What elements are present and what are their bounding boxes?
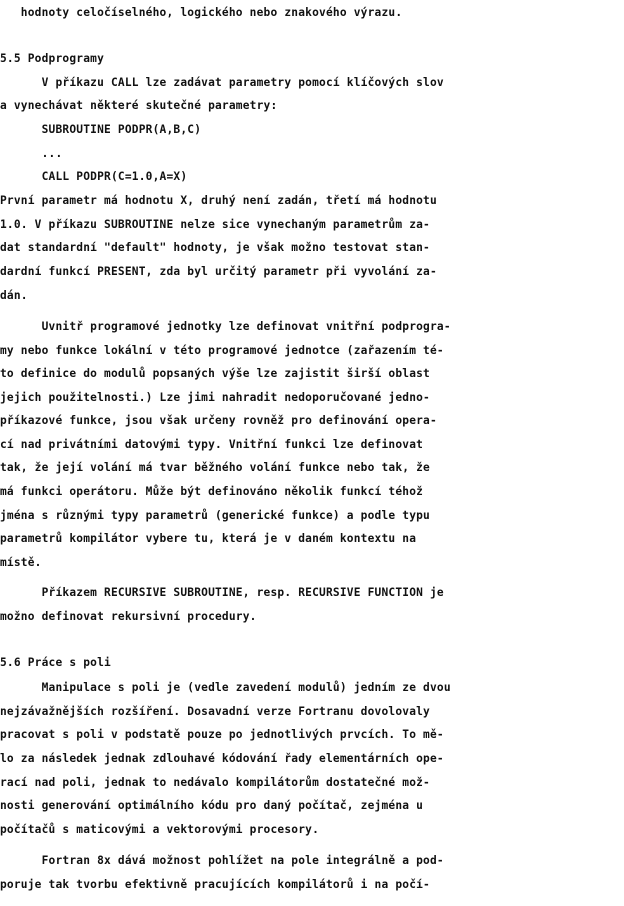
text-line: pracovat s poli v podstatě pouze po jednotlivých prvcích. To mě-	[0, 728, 444, 741]
text-line: Fortran 8x dává možnost pohlížet na pole integrálně a pod-	[0, 854, 444, 867]
text-line: jména s různými typy parametrů (generické funkce) a podle typu	[0, 509, 430, 522]
text-line: hodnoty celočíselného, logického nebo znakového výrazu.	[0, 6, 403, 19]
text-line: V příkazu CALL lze zadávat parametry pomocí klíčových slov	[0, 76, 444, 89]
text-line: jejich použitelnosti.) Lze jimi nahradit nedoporučované jedno-	[0, 391, 430, 404]
text-line: Uvnitř programové jednotky lze definovat vnitřní podprogra-	[0, 320, 451, 333]
text-line: má funkci operátoru. Může být definováno několik funkcí téhož	[0, 485, 424, 498]
text-line: to definice do modulů popsaných výše lze zajistit širší oblast	[0, 367, 430, 380]
text-line: nejzávažnějších rozšíření. Dosavadní verze Fortranu dovolovaly	[0, 705, 430, 718]
code-line: SUBROUTINE PODPR(A,B,C)	[0, 123, 202, 136]
text-line: parametrů kompilátor vybere tu, která je v daném kontextu na	[0, 532, 417, 545]
text-line: místě.	[0, 556, 42, 569]
text-line: příkazové funkce, jsou však určeny rovněž pro definování opera-	[0, 414, 437, 427]
section-heading-podprogramy: 5.5 Podprogramy	[0, 52, 105, 65]
text-line: počítačů s maticovými a vektorovými procesory.	[0, 823, 320, 836]
text-line: Příkazem RECURSIVE SUBROUTINE, resp. RECURSIVE FUNCTION je	[0, 586, 444, 599]
text-line: možno definovat rekursivní procedury.	[0, 610, 257, 623]
text-line: tak, že její volání má tvar běžného volání funkce nebo tak, že	[0, 461, 430, 474]
code-line: ...	[0, 147, 63, 160]
text-line: dat standardní "default" hodnoty, je však možno testovat stan-	[0, 241, 430, 254]
text-line: my nebo funkce lokální v této programové jednotce (zařazením té-	[0, 344, 444, 357]
text-line: rací nad poli, jednak to nedávalo kompilátorům dostatečné mož-	[0, 776, 430, 789]
text-line: poruje tak tvorbu efektivně pracujících kompilátorů i na počí-	[0, 878, 430, 891]
text-line: a vynechávat některé skutečné parametry:	[0, 99, 278, 112]
text-line: nosti generování optimálního kódu pro daný počítač, zejména u	[0, 799, 424, 812]
text-line: cí nad privátními datovými typy. Vnitřní funkci lze definovat	[0, 438, 424, 451]
text-line: První parametr má hodnotu X, druhý není zadán, třetí má hodnotu	[0, 194, 437, 207]
section-heading-prace-s-poli: 5.6 Práce s poli	[0, 656, 111, 669]
code-line: CALL PODPR(C=1.0,A=X)	[0, 170, 188, 183]
text-line: lo za následek jednak zdlouhavé kódování řady elementárních ope-	[0, 752, 444, 765]
text-line: Manipulace s poli je (vedle zavedení modulů) jedním ze dvou	[0, 681, 451, 694]
text-line: 1.0. V příkazu SUBROUTINE nelze sice vynechaným parametrům za-	[0, 218, 430, 231]
text-line: dardní funkcí PRESENT, zda byl určitý parametr při vyvolání za-	[0, 265, 437, 278]
text-line: dán.	[0, 289, 28, 302]
